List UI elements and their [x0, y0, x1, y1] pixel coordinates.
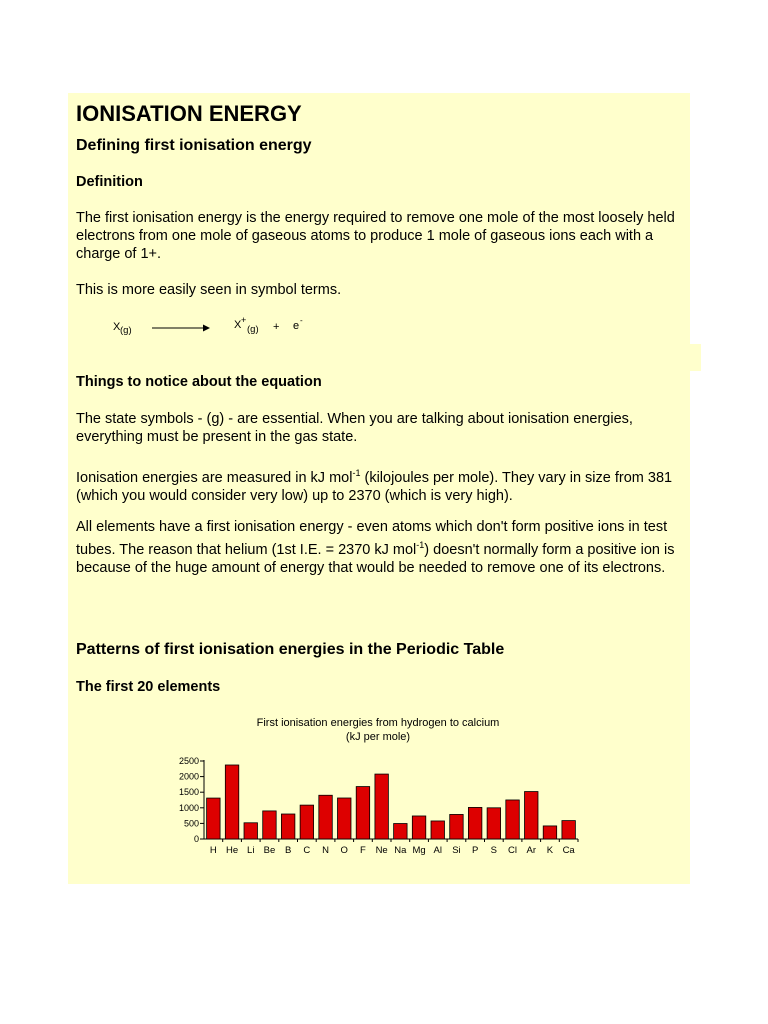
x-tick-label-H: H	[209, 845, 217, 856]
equation-product-ion: X	[234, 319, 242, 331]
bar-Cl	[506, 800, 519, 839]
bar-Na	[394, 824, 407, 839]
equation-plus: +	[273, 321, 280, 333]
x-tick-label-O: O	[340, 845, 348, 856]
x-tick-label-He: He	[225, 845, 239, 856]
y-tick-label: 2500	[178, 756, 199, 766]
bar-He	[225, 765, 238, 839]
x-tick-label-Na: Na	[394, 845, 407, 856]
bar-Li	[244, 823, 257, 839]
y-tick-label: 500	[183, 818, 199, 829]
ionisation-energy-chart-svg	[163, 715, 593, 865]
bar-C	[300, 805, 313, 839]
x-tick-label-Ca: Ca	[562, 845, 575, 856]
ionisation-equation	[113, 315, 333, 341]
bar-Ca	[562, 821, 575, 839]
equation-electron-charge: -	[300, 316, 303, 325]
x-tick-label-N: N	[322, 845, 329, 856]
ionisation-energy-chart	[163, 715, 593, 865]
equation-product-charge: +	[241, 315, 247, 325]
panel-edge-tab	[690, 344, 701, 371]
x-tick-label-Cl: Cl	[508, 845, 518, 856]
chart-subtitle: (kJ per mole)	[345, 731, 411, 743]
bar-Ne	[375, 774, 388, 839]
x-tick-label-Ne: Ne	[375, 845, 388, 856]
notice-heading: Things to notice about the equation	[76, 374, 322, 390]
first-20-elements-heading: The first 20 elements	[76, 679, 221, 695]
x-tick-label-C: C	[303, 845, 311, 856]
bar-K	[543, 826, 556, 839]
bar-Mg	[412, 816, 425, 839]
x-tick-label-S: S	[490, 845, 498, 856]
content-panel	[68, 93, 690, 884]
x-tick-label-B: B	[284, 845, 292, 856]
bar-Si	[450, 814, 463, 839]
y-tick-label: 1000	[178, 802, 199, 813]
bar-H	[207, 798, 220, 839]
notice-paragraph-2: Ionisation energies are measured in kJ mol$^{-1}$ (kilojoules per mole). They vary in size from 381 (which you would consider very low) up to 2370 (which is very high).	[76, 468, 673, 504]
equation-reactant: X	[113, 321, 121, 333]
symbol-intro-paragraph: This is more easily seen in symbol terms.	[76, 282, 342, 298]
equation-electron: e	[293, 320, 300, 332]
x-tick-label-Li: Li	[247, 845, 255, 856]
reaction-arrow-icon	[152, 323, 212, 333]
equation-reactant-state: (g)	[120, 325, 132, 336]
notice-paragraph-1: The state symbols - (g) - are essential. When you are talking about ionisation energies, everything must be present in the gas state.	[76, 411, 633, 445]
y-tick-label: 1500	[178, 787, 199, 798]
bar-Be	[263, 811, 276, 839]
y-tick-label: 2000	[178, 771, 199, 782]
bar-Al	[431, 821, 444, 839]
page-title: IONISATION ENERGY	[76, 101, 302, 126]
x-tick-label-Al: Al	[433, 845, 442, 856]
bar-N	[319, 795, 332, 839]
bar-Ar	[525, 792, 538, 839]
bar-S	[487, 808, 500, 839]
notice-paragraph-3: All elements have a first ionisation energy - even atoms which don't form positive ions in test tubes. The reason that helium (1st I.E. = 2370 kJ mol$^{-1}$) doesn't normally form a positive ion is because of the huge amount of energy that would be needed to remove one of its electrons.	[76, 519, 675, 576]
bar-F	[356, 787, 369, 839]
bar-P	[468, 807, 481, 839]
section-heading-patterns: Patterns of first ionisation energies in the Periodic Table	[76, 641, 505, 658]
equation-product-state: (g)	[247, 324, 259, 335]
bar-O	[338, 798, 351, 839]
chart-title: First ionisation energies from hydrogen to calcium	[256, 717, 500, 729]
bar-B	[281, 814, 294, 839]
definition-paragraph: The first ionisation energy is the energy required to remove one mole of the most loosely held electrons from one mole of gaseous atoms to produce 1 mole of gaseous ions each with a charge of 1+.	[76, 210, 675, 262]
x-tick-label-Be: Be	[263, 845, 276, 856]
y-tick-label: 0	[193, 834, 199, 844]
definition-heading: Definition	[76, 174, 143, 190]
x-tick-label-Si: Si	[452, 845, 461, 856]
x-tick-label-F: F	[360, 845, 366, 856]
x-tick-label-K: K	[546, 845, 554, 856]
x-tick-label-Ar: Ar	[526, 845, 536, 856]
x-tick-label-P: P	[471, 845, 479, 856]
section-heading-defining: Defining first ionisation energy	[76, 137, 312, 154]
x-tick-label-Mg: Mg	[412, 845, 426, 856]
